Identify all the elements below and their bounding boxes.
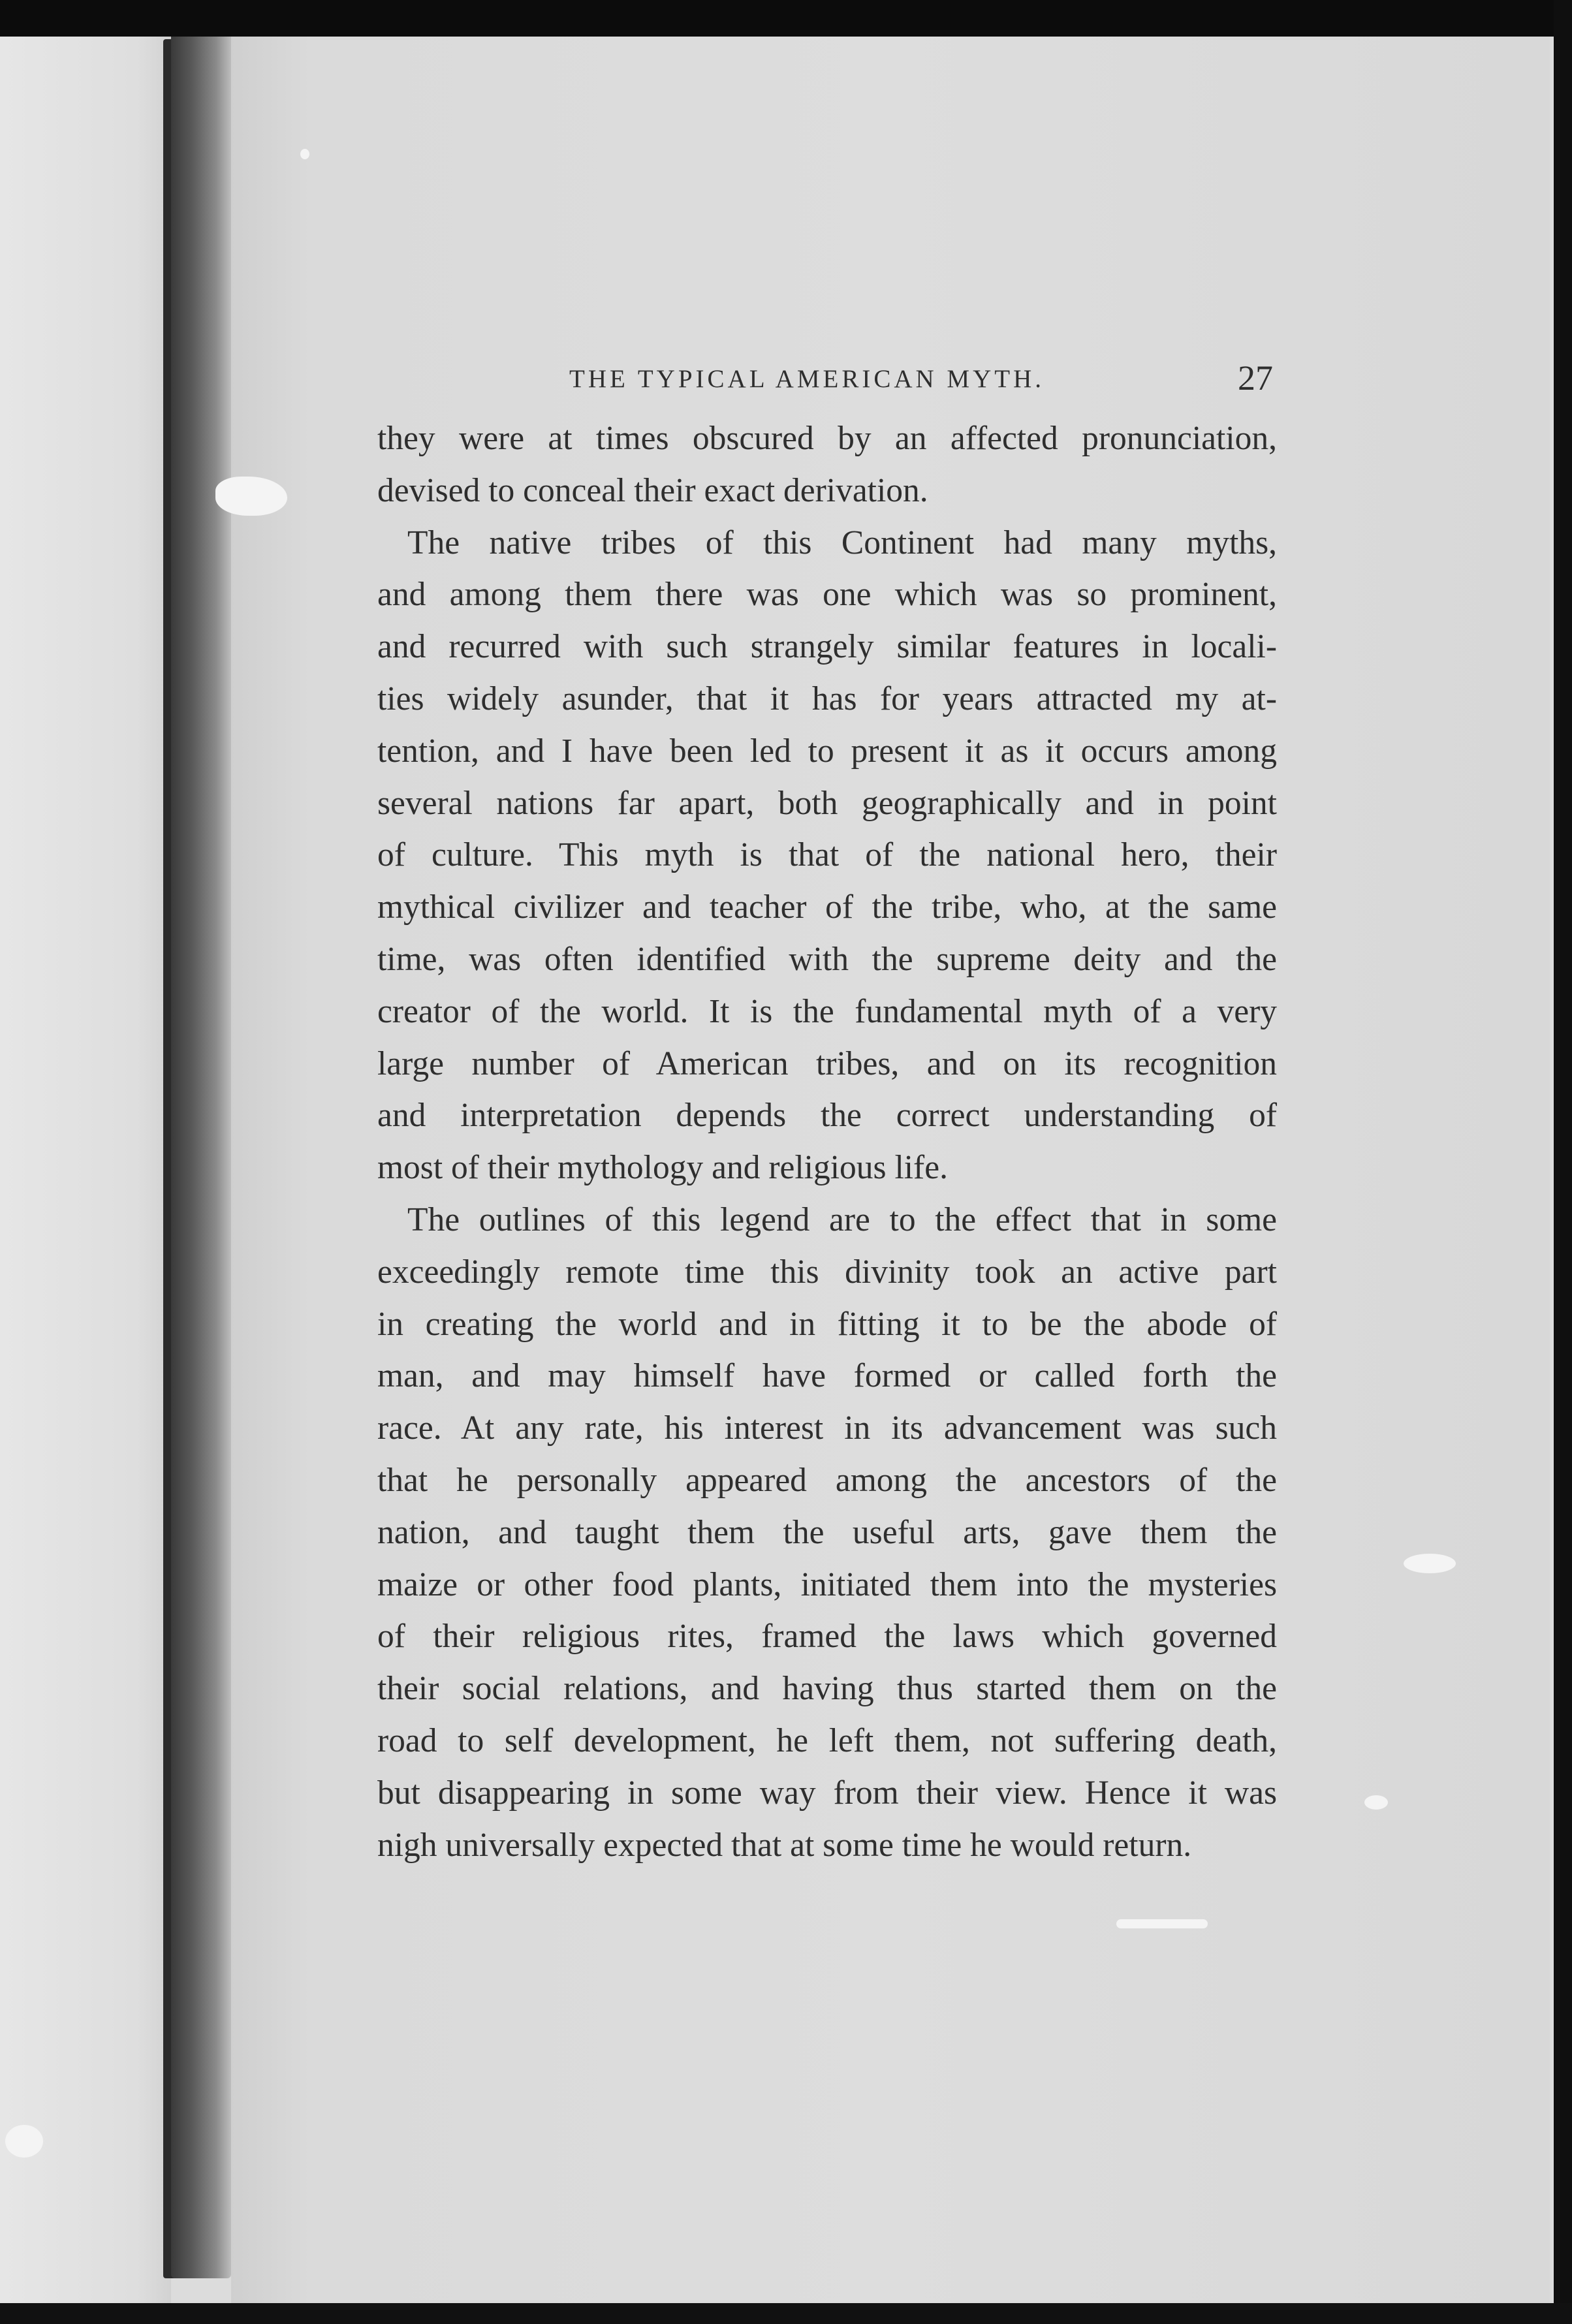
scan-speck	[1116, 1919, 1208, 1928]
book-gutter	[171, 33, 231, 2278]
text-line: most of their mythology and religious life.	[377, 1149, 948, 1187]
paragraph-continuation	[377, 413, 1277, 517]
text-line: of culture. This myth is that of the national hero, their	[377, 836, 1277, 874]
text-line: and among them there was one which was so prominent,	[377, 576, 1277, 614]
page-text-block	[377, 358, 1277, 1871]
text-line: creator of the world. It is the fundamental myth of a very	[377, 992, 1277, 1030]
text-line: The native tribes of this Continent had many myths,	[407, 524, 1277, 561]
text-line: tention, and I have been led to present it as it occurs among	[377, 732, 1277, 770]
text-line: large number of American tribes, and on its recognition	[377, 1044, 1277, 1082]
text-line: in creating the world and in fitting it to be the abode of	[377, 1305, 1277, 1343]
scan-speck	[5, 2125, 43, 2158]
text-line: ties widely asunder, that it has for years attracted my at-	[377, 680, 1277, 717]
scan-speck	[1404, 1554, 1456, 1573]
text-line: devised to conceal their exact derivation.	[377, 471, 928, 509]
text-line: they were at times obscured by an affected pronunciation,	[377, 420, 1277, 457]
scan-speck	[1364, 1795, 1388, 1810]
text-line: but disappearing in some way from their view. Hence it was	[377, 1774, 1277, 1812]
scan-border-right	[1554, 0, 1572, 2324]
text-line: and interpretation depends the correct understanding of	[377, 1097, 1277, 1135]
text-line: nigh universally expected that at some time he would return.	[377, 1826, 1192, 1864]
running-head	[377, 358, 1277, 403]
text-line: The outlines of this legend are to the effect that in some	[407, 1201, 1277, 1238]
text-line: nation, and taught them the useful arts, gave them the	[377, 1513, 1277, 1551]
scan-speck	[300, 149, 309, 159]
page-number: 27	[1238, 358, 1273, 398]
paragraph-native-tribes	[377, 517, 1277, 1194]
scan-border-top	[0, 0, 1572, 37]
text-line: road to self development, he left them, not suffering death,	[377, 1721, 1277, 1759]
text-line: their social relations, and having thus started them on the	[377, 1670, 1277, 1708]
text-line: several nations far apart, both geographically and in point	[377, 784, 1277, 822]
paragraph-legend-outlines	[377, 1194, 1277, 1871]
running-title: THE TYPICAL AMERICAN MYTH.	[569, 365, 1045, 393]
text-line: of their religious rites, framed the laws which governed	[377, 1618, 1277, 1656]
scan-border-bottom	[0, 2303, 1572, 2324]
text-line: that he personally appeared among the ancestors of the	[377, 1461, 1277, 1499]
text-line: time, was often identified with the supreme deity and the	[377, 940, 1277, 978]
text-line: race. At any rate, his interest in its advancement was such	[377, 1409, 1277, 1447]
text-line: and recurred with such strangely similar features in locali-	[377, 628, 1277, 666]
text-line: exceedingly remote time this divinity took an active part	[377, 1253, 1277, 1291]
text-line: maize or other food plants, initiated them into the mysteries	[377, 1565, 1277, 1603]
previous-page-edge	[0, 0, 171, 2324]
text-line: man, and may himself have formed or called forth the	[377, 1357, 1277, 1395]
text-line: mythical civilizer and teacher of the tribe, who, at the same	[377, 888, 1277, 926]
